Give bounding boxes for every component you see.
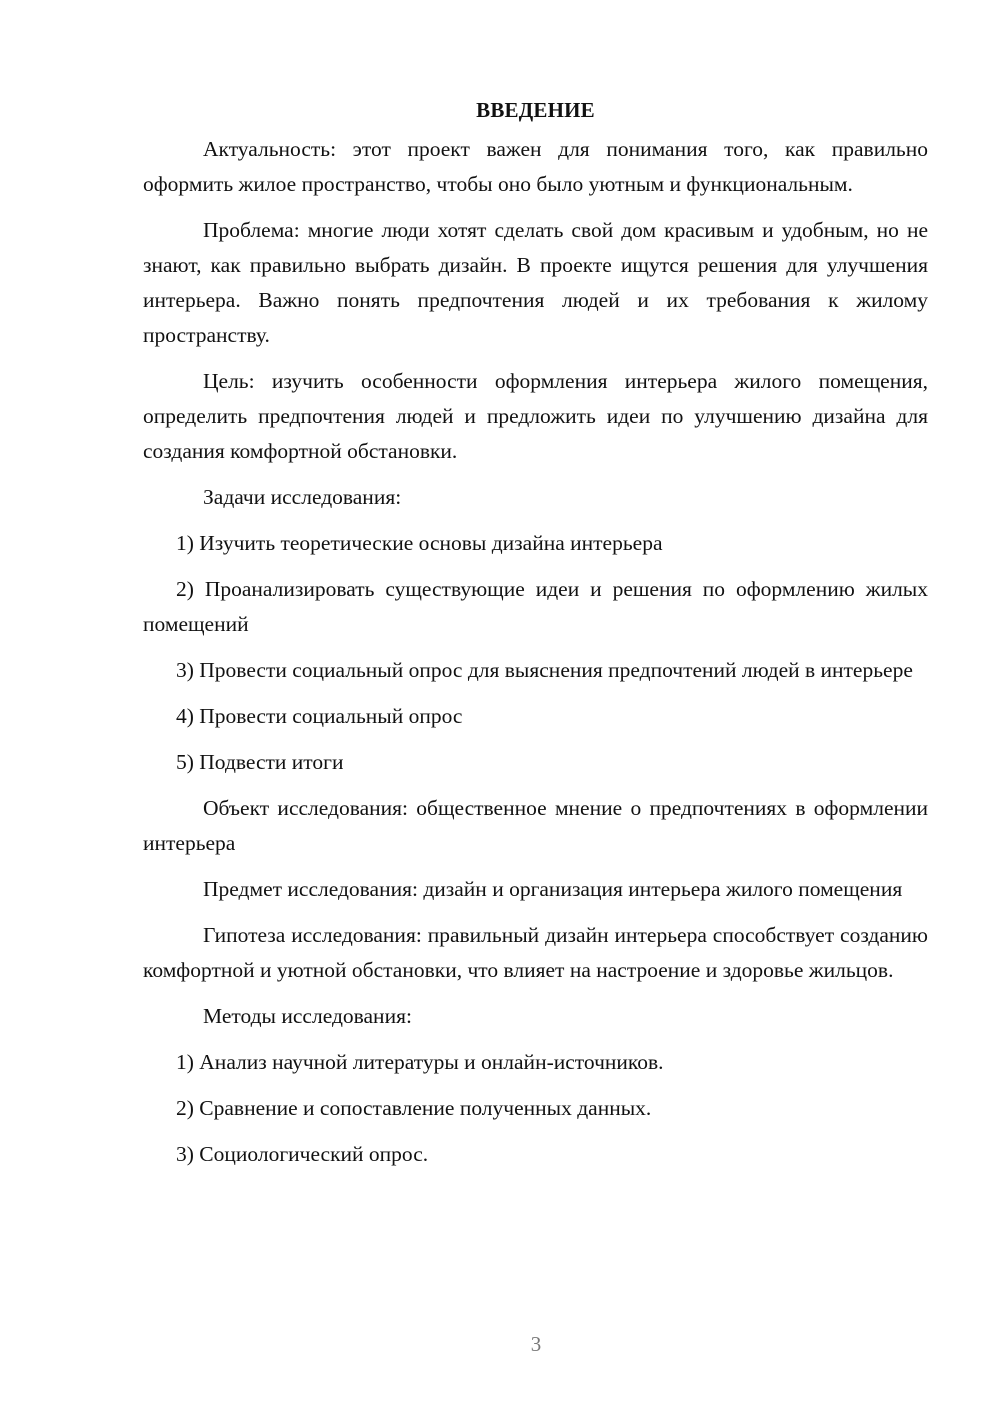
task-item-3: 3) Провести социальный опрос для выяснения предпочтений людей в интерьере: [176, 658, 913, 682]
task-item-1: 1) Изучить теоретические основы дизайна интерьера: [176, 531, 663, 555]
methods-heading: Методы исследования:: [203, 1004, 412, 1028]
relevance-paragraph: Актуальность: этот проект важен для понимания того, как правильно оформить жилое пространство, чтобы оно было уютным и функциональным.: [143, 137, 928, 196]
task-item-4: 4) Провести социальный опрос: [176, 704, 463, 728]
problem-paragraph: Проблема: многие люди хотят сделать свой дом красивым и удобным, но не знают, как правильно выбрать дизайн. В проекте ищутся решения для улучшения интерьера. Важно понять предпочтения людей и их требования к жилому пространству.: [143, 218, 928, 347]
task-item-2: 2) Проанализировать существующие идеи и решения по оформлению жилых помещений: [143, 577, 928, 636]
goal-paragraph: Цель: изучить особенности оформления интерьера жилого помещения, определить предпочтения людей и предложить идеи по улучшению дизайна для создания комфортной обстановки.: [143, 369, 928, 463]
method-item-1: 1) Анализ научной литературы и онлайн-источников.: [176, 1050, 664, 1074]
object-paragraph: Объект исследования: общественное мнение о предпочтениях в оформлении интерьера: [143, 796, 928, 855]
page-title: ВВЕДЕНИЕ: [476, 98, 595, 122]
tasks-heading: Задачи исследования:: [203, 485, 402, 509]
task-item-5: 5) Подвести итоги: [176, 750, 344, 774]
method-item-3: 3) Социологический опрос.: [176, 1142, 429, 1166]
method-item-2: 2) Сравнение и сопоставление полученных данных.: [176, 1096, 652, 1120]
page-number: 3: [530, 1332, 542, 1356]
page-content: [143, 93, 928, 1172]
hypothesis-paragraph: Гипотеза исследования: правильный дизайн интерьера способствует созданию комфортной и уютной обстановки, что влияет на настроение и здоровье жильцов.: [143, 923, 928, 982]
subject-paragraph: Предмет исследования: дизайн и организация интерьера жилого помещения: [203, 877, 903, 901]
